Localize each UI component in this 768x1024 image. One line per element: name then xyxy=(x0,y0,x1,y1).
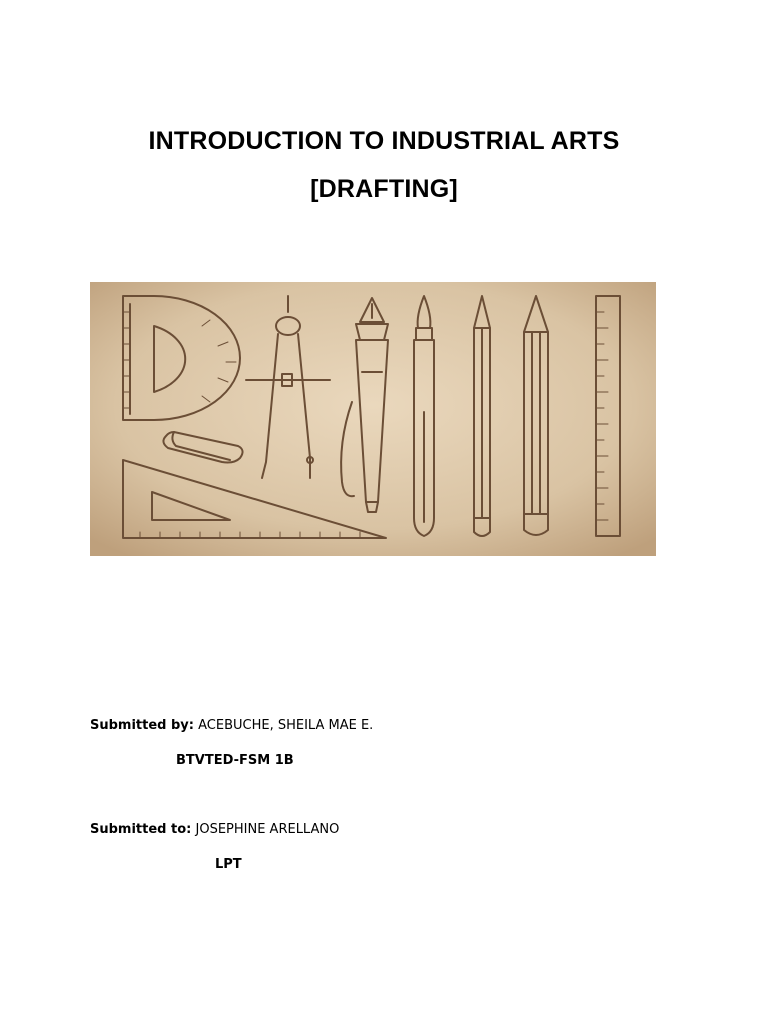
drafting-tools-illustration xyxy=(90,282,656,556)
document-subtitle: [DRAFTING] xyxy=(310,175,458,203)
submitted-to-label: Submitted to: xyxy=(90,822,192,837)
course-section: BTVTED-FSM 1B xyxy=(176,753,294,768)
instructor-title: LPT xyxy=(215,857,242,872)
submitted-by-line xyxy=(90,718,373,733)
submitted-to-line xyxy=(90,822,339,837)
submitted-by-label: Submitted by: xyxy=(90,718,194,733)
document-title: INTRODUCTION TO INDUSTRIAL ARTS xyxy=(148,127,620,155)
submitted-to-name: JOSEPHINE ARELLANO xyxy=(195,822,340,837)
submitted-by-name: ACEBUCHE, SHEILA MAE E. xyxy=(198,718,374,733)
